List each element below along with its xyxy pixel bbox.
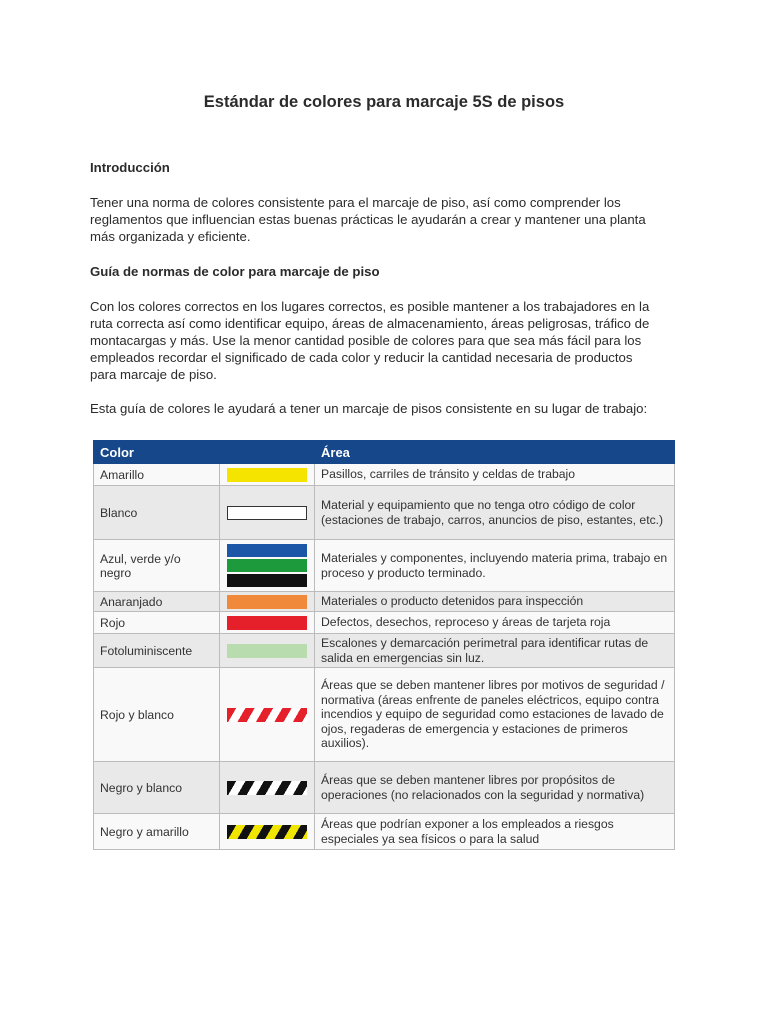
area-description-cell: Materiales y componentes, incluyendo materia prima, trabajo en proceso y producto terminado. [315,540,675,592]
intro-line: más organizada y eficiente. [90,229,251,244]
table-row [94,592,675,612]
color-swatch [227,574,307,587]
color-swatch-cell [220,612,315,634]
color-name-cell: Anaranjado [94,592,220,612]
color-swatch [227,708,307,722]
color-swatch [227,559,307,572]
color-name-cell: Rojo y blanco [94,668,220,762]
area-description-cell: Pasillos, carriles de tránsito y celdas de trabajo [315,464,675,486]
header-color: Color [94,441,220,464]
area-description-cell: Escalones y demarcación perimetral para identificar rutas de salida en emergencias sin luz. [315,634,675,668]
guide-line: empleados recordar el significado de cada color y reducir la cantidad necesaria de productos [90,350,633,365]
color-name-cell: Negro y blanco [94,762,220,814]
guide-line: para marcaje de piso. [90,367,217,382]
color-name-cell: Negro y amarillo [94,814,220,850]
intro-paragraph [90,194,690,245]
color-swatch-cell [220,486,315,540]
guide-line: Con los colores correctos en los lugares correctos, es posible mantener a los trabajadores en la [90,299,650,314]
color-swatch [227,781,307,795]
table-row [94,668,675,762]
table-row [94,464,675,486]
area-description-cell: Áreas que se deben mantener libres por motivos de seguridad / normativa (áreas enfrente de paneles eléctricos, equipo contra incendios y equipo de seguridad como estaciones de lavado de ojos, regaderas de emergencia y estaciones de primeros auxilios). [315,668,675,762]
color-swatch-cell [220,592,315,612]
color-name-cell: Amarillo [94,464,220,486]
intro-heading: Introducción [90,160,170,175]
color-swatch-cell [220,634,315,668]
table-row [94,612,675,634]
color-swatch [227,595,307,609]
table-row [94,762,675,814]
table-row [94,814,675,850]
header-area: Área [315,441,675,464]
guide-line: montacargas y más. Use la menor cantidad posible de colores para que sea más fácil para los [90,333,642,348]
area-description-cell: Materiales o producto detenidos para inspección [315,592,675,612]
guide-heading: Guía de normas de color para marcaje de piso [90,264,380,279]
area-description-cell: Defectos, desechos, reproceso y áreas de tarjeta roja [315,612,675,634]
color-standard-table [93,440,675,850]
color-swatch-cell [220,762,315,814]
table-row [94,486,675,540]
color-swatch [227,506,307,520]
area-description-cell: Áreas que se deben mantener libres por propósitos de operaciones (no relacionados con la seguridad y normativa) [315,762,675,814]
color-name-cell: Azul, verde y/o negro [94,540,220,592]
table-header-row [94,441,675,464]
guide-line: ruta correcta así como identificar equipo, áreas de almacenamiento, áreas peligrosas, tráfico de [90,316,650,331]
table-intro-line: Esta guía de colores le ayudará a tener un marcaje de pisos consistente en su lugar de trabajo: [90,401,648,416]
color-swatch [227,468,307,482]
guide-paragraph [90,298,690,383]
color-swatch-cell [220,668,315,762]
color-swatch-cell [220,464,315,486]
color-swatch-cell [220,540,315,592]
color-swatch [227,644,307,658]
color-swatch [227,544,307,557]
intro-line: Tener una norma de colores consistente para el marcaje de piso, así como comprender los [90,195,621,210]
table-intro [90,400,690,417]
color-name-cell: Fotoluminiscente [94,634,220,668]
color-swatch [227,825,307,839]
color-name-cell: Rojo [94,612,220,634]
color-swatch-cell [220,814,315,850]
intro-line: reglamentos que influencian estas buenas prácticas le ayudarán a crear y mantener una planta [90,212,646,227]
page-title: Estándar de colores para marcaje 5S de pisos [203,93,565,111]
color-name-cell: Blanco [94,486,220,540]
header-swatch-spacer [220,441,315,464]
table-row [94,540,675,592]
color-swatch [227,616,307,630]
area-description-cell: Áreas que podrían exponer a los empleados a riesgos especiales ya sea físicos o para la salud [315,814,675,850]
area-description-cell: Material y equipamiento que no tenga otro código de color (estaciones de trabajo, carros, anuncios de piso, estantes, etc.) [315,486,675,540]
table-row [94,634,675,668]
